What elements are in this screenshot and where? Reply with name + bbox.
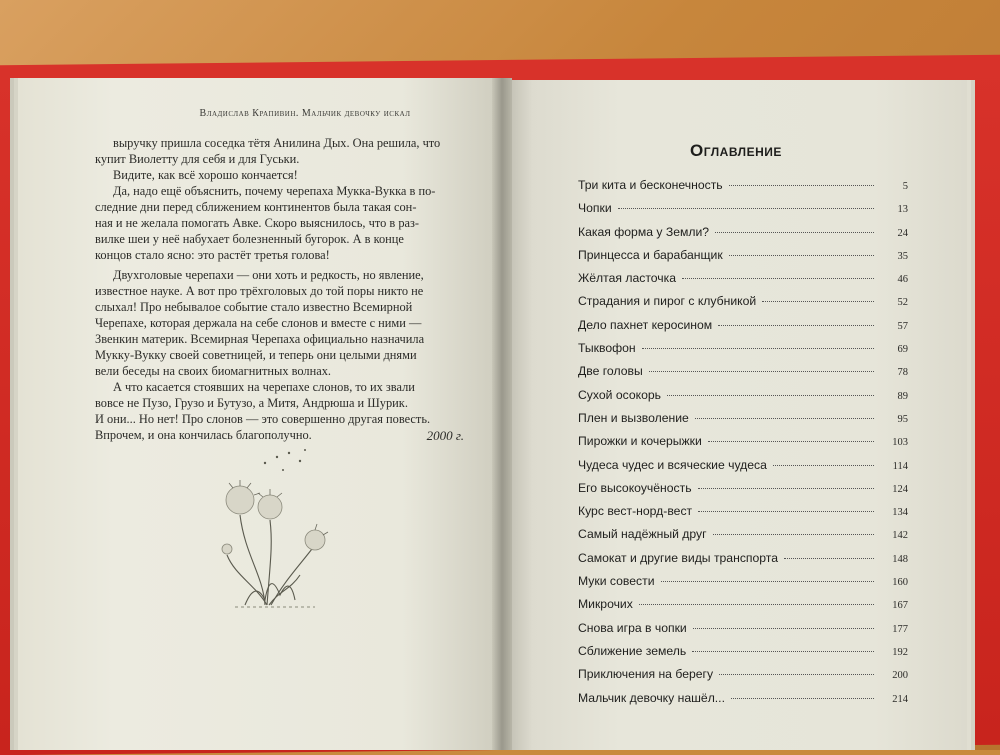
toc-leader-dots [692,651,874,652]
toc-entry [578,225,908,248]
toc-entry-title: Его высокоучёность [578,480,692,495]
toc-entry-title: Самый надёжный друг [578,527,707,542]
toc-leader-dots [639,604,874,605]
text-line: Звенкин материк. Всемирная Черепаха официально назначила [95,332,425,346]
toc-entry [578,364,908,387]
toc-entry-page: 78 [897,367,908,379]
text-line: следние дни перед сближением континентов была такая сон- [95,200,417,214]
toc-entry-page: 167 [892,600,908,612]
toc-leader-dots [729,255,874,256]
toc-entry [578,621,908,644]
toc-entry-title: Чопки [578,201,612,216]
toc-entry [578,691,908,714]
year-signature: 2000 г. [426,428,464,443]
text-line: И они... Но нет! Про слонов — это совершенно другая повесть. [95,412,431,426]
toc-entry-page: 5 [902,181,908,192]
toc-entry-title: Снова игра в чопки [578,620,687,635]
toc-leader-dots [682,278,874,279]
toc-entry [578,434,908,457]
toc-entry-title: Тыквофон [578,341,636,356]
text-line: слыхал! Про небывалое событие стало известно Всемирной [95,300,413,314]
toc-entry-title: Жёлтая ласточка [578,271,677,286]
toc-entry [578,551,908,574]
toc-entry [578,527,908,550]
toc-entry-page: 95 [897,413,908,425]
text-line: концов стало ясно: это растёт третья голова! [95,248,330,262]
dandelion-illustration-icon [205,445,345,615]
toc-leader-dots [618,208,874,209]
toc-entry [578,178,908,201]
toc-entry [578,248,908,271]
toc-leader-dots [649,371,874,372]
toc-entry-page: 69 [897,344,908,356]
toc-leader-dots [693,628,874,629]
toc-entry-title: Муки совести [578,574,655,589]
text-line: Впрочем, и она кончилась благополучно. [95,428,312,442]
text-line: вели беседы на своих биомагнитных волнах. [95,364,332,378]
toc-entry-title: Самокат и другие виды транспорта [578,550,779,565]
toc-entry-title: Страдания и пирог с клубникой [578,294,757,309]
toc-entry-title: Сближение земель [578,643,687,658]
text-line: купит Виолетту для себя и для Гуськи. [95,152,300,166]
toc-entry-title: Дело пахнет керосином [578,317,713,332]
toc-entry [578,271,908,294]
toc-entry-title: Плен и вызволение [578,410,689,425]
text-line: ная и не желала помогать Авке. Скоро выяснилось, что в раз- [95,216,420,230]
toc-leader-dots [667,395,874,396]
toc-leader-dots [715,232,874,233]
toc-title: Оглавление [690,141,782,160]
toc-entry [578,341,908,364]
toc-leader-dots [698,511,874,512]
toc-entry-title: Микрочих [578,597,633,612]
text-line: Мукку-Вукку своей советницей, и теперь они целыми днями [95,348,417,362]
toc-leader-dots [695,418,874,419]
toc-entry-title: Принцесса и барабанщик [578,247,723,262]
toc-entry-page: 148 [892,553,908,565]
toc-entry-title: Пирожки и кочерыжки [578,434,702,449]
toc-leader-dots [713,534,874,535]
toc-entry-page: 214 [892,693,908,705]
toc-entry-page: 160 [892,577,908,589]
toc-entry [578,458,908,481]
toc-leader-dots [773,465,874,466]
text-line: вилке шеи у неё набухает болезненный бугорок. А в конце [95,232,404,246]
paragraph [95,183,467,263]
toc-entry-page: 192 [892,646,908,658]
paragraph [95,135,467,167]
toc-entry-title: Мальчик девочку нашёл... [578,690,725,705]
toc-leader-dots [642,348,874,349]
toc-entry-title: Чудеса чудес и всяческие чудеса [578,457,767,472]
toc-entry [578,481,908,504]
toc-leader-dots [729,185,874,186]
toc-entry-page: 52 [897,297,908,309]
toc-entry-title: Три кита и бесконечность [578,178,723,192]
toc-entry-page: 46 [897,274,908,286]
toc-leader-dots [661,581,874,582]
text-line: Да, надо ещё объяснить, почему черепаха Мукка-Вукка в по- [113,184,436,198]
table-of-contents [578,178,908,714]
toc-entry [578,597,908,620]
text-line: известное науке. А вот про трёхголовых до той поры никто не [95,284,424,298]
text-line: А что касается стоявших на черепахе слонов, то их звали [113,380,415,394]
book-gutter [492,78,512,750]
toc-entry [578,504,908,527]
toc-entry [578,411,908,434]
toc-entry-page: 89 [897,390,908,402]
paragraph [95,267,467,379]
toc-entry-title: Две головы [578,364,643,379]
toc-entry-page: 114 [892,460,908,472]
toc-leader-dots [698,488,874,489]
toc-entry-page: 24 [897,227,908,239]
running-head: Владислав Крапивин. Мальчик девочку искал [199,108,411,119]
toc-entry-title: Какая форма у Земли? [578,224,710,239]
text-line: Двухголовые черепахи — они хоть и редкость, но явление, [113,268,424,282]
toc-entry-page: 177 [892,623,908,635]
toc-entry [578,294,908,317]
toc-leader-dots [784,558,874,559]
toc-leader-dots [762,301,874,302]
toc-entry-page: 200 [892,670,908,682]
toc-entry-title: Курс вест-норд-вест [578,504,693,519]
toc-leader-dots [718,325,874,326]
toc-entry [578,318,908,341]
toc-entry-page: 13 [897,204,908,216]
toc-entry [578,201,908,224]
toc-entry-page: 57 [897,320,908,332]
text-line: Черепахе, которая держала на себе слонов и вместе с ними — [95,316,422,330]
toc-entry-title: Приключения на берегу [578,667,714,682]
text-line: выручку пришла соседка тётя Анилина Дых. Она решила, что [113,136,441,150]
body-text [95,135,467,443]
toc-leader-dots [719,674,874,675]
toc-leader-dots [708,441,874,442]
toc-entry [578,644,908,667]
toc-entry [578,667,908,690]
paragraph [95,167,467,183]
toc-entry-page: 103 [892,437,908,449]
text-line: вовсе не Пузо, Грузо и Бутузо, а Митя, Андрюша и Шурик. [95,396,408,410]
toc-entry-page: 35 [897,250,908,262]
text-line: Видите, как всё хорошо кончается! [113,168,298,182]
toc-entry [578,574,908,597]
toc-entry-page: 134 [892,507,908,519]
toc-leader-dots [731,698,874,699]
toc-entry-page: 142 [892,530,908,542]
toc-entry-page: 124 [892,483,908,495]
toc-entry [578,388,908,411]
toc-entry-title: Сухой осокорь [578,387,661,402]
